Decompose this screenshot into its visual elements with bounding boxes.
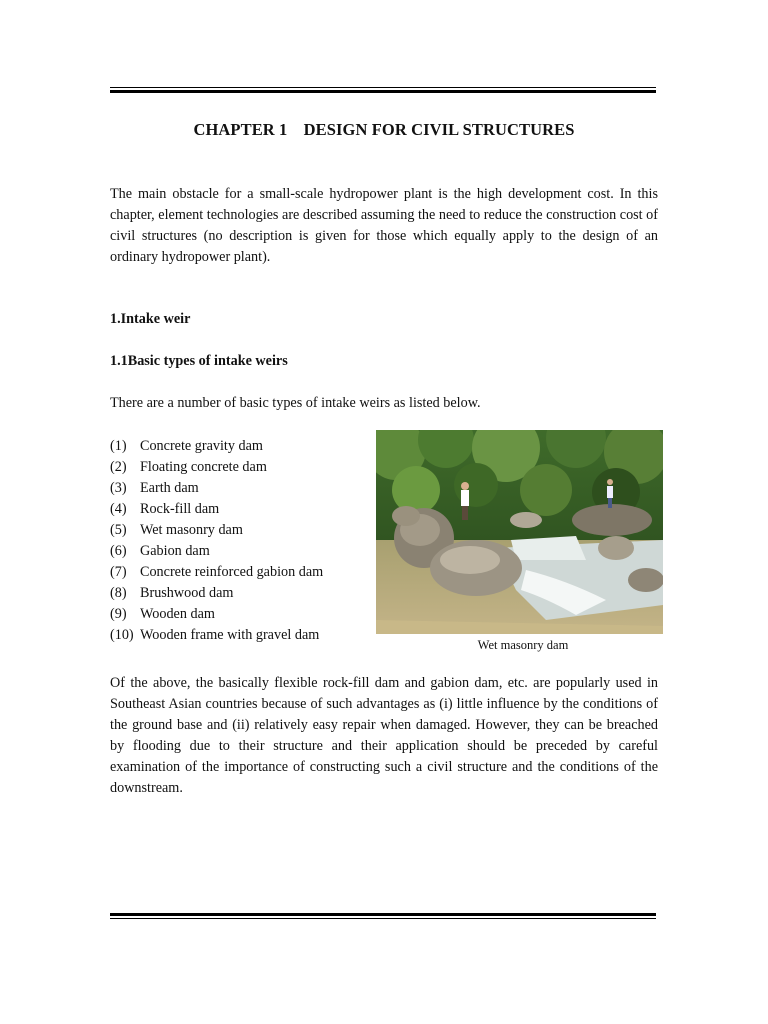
list-item (110, 457, 323, 478)
list-item-label: Wooden dam (140, 606, 215, 622)
list-item (110, 478, 323, 499)
list-item (110, 604, 323, 625)
list-item-number: (9) (110, 606, 127, 622)
list-item-number: (8) (110, 585, 127, 601)
weir-type-list (110, 436, 323, 646)
chapter-number: CHAPTER 1 (193, 120, 288, 139)
list-item (110, 562, 323, 583)
chapter-name: DESIGN FOR CIVIL STRUCTURES (303, 120, 575, 139)
list-item-label: Wet masonry dam (140, 522, 243, 538)
list-item-number: (7) (110, 564, 127, 580)
list-item-label: Earth dam (140, 480, 199, 496)
photo-caption: Wet masonry dam (477, 638, 569, 652)
list-item-number: (6) (110, 543, 127, 559)
list-item (110, 499, 323, 520)
list-item (110, 583, 323, 604)
list-item-label: Brushwood dam (140, 585, 234, 601)
list-item-label: Concrete reinforced gabion dam (140, 564, 324, 580)
closing-paragraph: Of the above, the basically flexible rock-fill dam and gabion dam, etc. are popularly used in Southeast Asian countries because of such advantages as (i) little influence by the conditions of the ground base and (ii) relatively easy repair when damaged. However, they can be breached by flooding due to their structure and their application should be preceded by careful examination of the importance of constructing such a civil structure and the conditions of the downstream. (110, 675, 658, 796)
list-item (110, 541, 323, 562)
section-heading: 1.Intake weir (110, 311, 191, 327)
subsection-heading: 1.1Basic types of intake weirs (110, 353, 288, 369)
list-item-number: (5) (110, 522, 127, 538)
intro-paragraph: The main obstacle for a small-scale hydropower plant is the high development cost. In this chapter, element technologies are described assuming the need to reduce the construction cost of civil structures (no description is given for those which equally apply to the design of an ordinary hydropower plant). (110, 186, 658, 265)
list-item-number: (1) (110, 438, 127, 454)
list-item-label: Rock-fill dam (140, 501, 220, 517)
list-item-number: (2) (110, 459, 127, 475)
list-item-number: (3) (110, 480, 127, 496)
list-intro: There are a number of basic types of intake weirs as listed below. (110, 395, 481, 411)
list-item (110, 520, 323, 541)
wet-masonry-dam-photo (376, 430, 663, 634)
list-item-label: Concrete gravity dam (140, 438, 263, 454)
list-item (110, 436, 323, 457)
top-double-rule (110, 87, 656, 93)
chapter-title (110, 120, 658, 140)
list-item (110, 625, 323, 646)
list-item-label: Gabion dam (140, 543, 210, 559)
list-item-number: (4) (110, 501, 127, 517)
list-item-label: Floating concrete dam (140, 459, 267, 475)
list-item-label: Wooden frame with gravel dam (140, 627, 320, 643)
bottom-double-rule (110, 913, 656, 919)
list-item-number: (10) (110, 627, 134, 643)
